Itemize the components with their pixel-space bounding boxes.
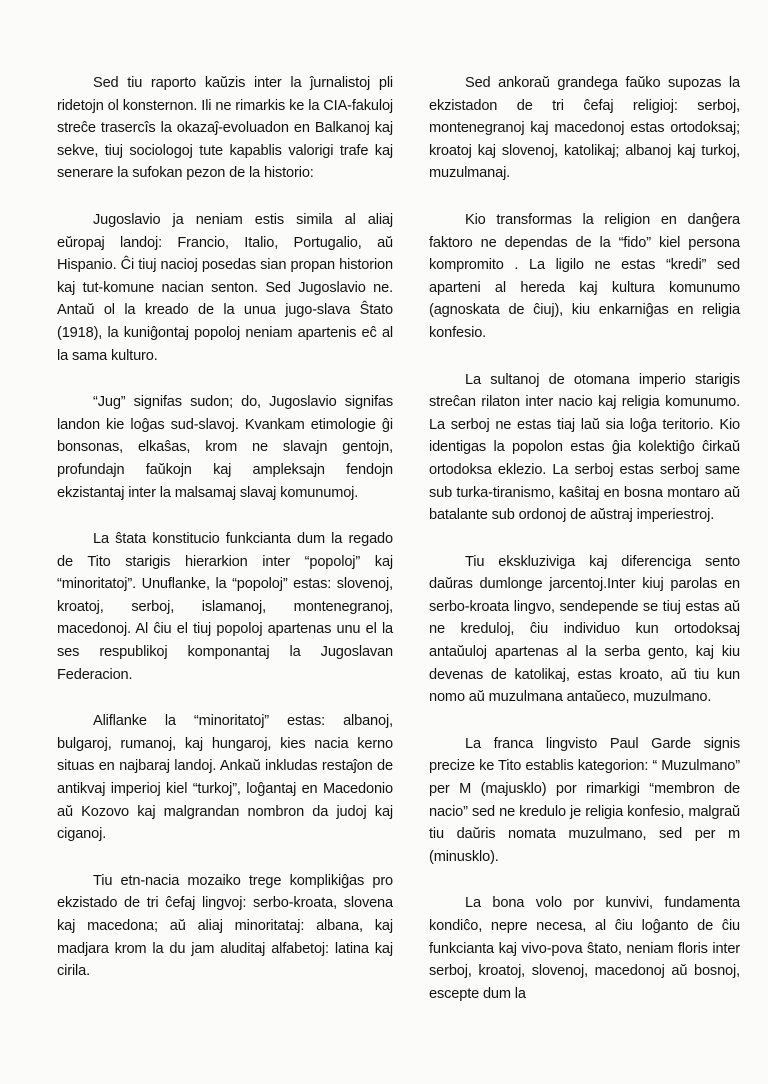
paragraph: Sed tiu raporto kaŭzis inter la ĵurnalistoj pli ridetojn ol konsternon. Ili ne rimarkis ke la CIA-fakuloj streĉe trasercîs la okazaĵ-evoluadon en Balkanoj kaj sekve, tiuj sociologoj tute kapablis valorigi trafe kaj senerare la sufokan pezon de la historio: <box>57 75 393 182</box>
left-column <box>57 72 393 1007</box>
paragraph: La bona volo por kunvivi, fundamenta kondiĉo, nepre necesa, al ĉiu loĝanto de ĉiu funkcianta kaj vivo-pova ŝtato, neniam floris inter serboj, kroatoj, slovenoj, macedonoj aŭ bosnoj, escepte dum la <box>429 895 740 1002</box>
paragraph: La sultanoj de otomana imperio starigis streĉan rilaton inter nacio kaj religia komunumo. La serboj ne estas tiaj laŭ sia loĝa teritorio. Kio identigas la popolon estas ĝia kolektiĝo ĉirkaŭ ortodoksa eklezio. La serboj estas serboj same sub turka-tiranismo, kaŝitaj en bosna montaro aŭ batalante sub ordonoj de aŭstraj imperiestroj. <box>429 371 740 524</box>
paragraph: La franca lingvisto Paul Garde signis precize ke Tito establis kategorion: “ Muzulmano” per M (majusklo) por rimarkigi “membron de nacio” sed ne kredulo je religia konfesio, malgraŭ tiu daŭris nomata muzulmano, sed per m (minusklo). <box>429 735 740 865</box>
paragraph: “Jug” signifas sudon; do, Jugoslavio signifas landon kie loĝas sud-slavoj. Kvankam etimologie ĝi bonsonas, elkaŝas, krom ne slavajn gentojn, profundajn faŭkojn kaj ampleksajn fendojn ekzistantaj inter la malsamaj slavaj komunumoj. <box>57 394 393 501</box>
paragraph: Tiu ekskluziviga kaj diferenciga sento daŭras dumlonge jarcentoj.Inter kiuj parolas en serbo-kroata lingvo, sendepende se tiuj estas aŭ ne kreduloj, ĉiu individuo kun ortodoksaj antaŭuloj apartenas al la serba gento, kaj kiu devenas de katolikaj, estas kroato, aŭ tiu kun nomo aŭ muzulmana antaŭeco, muzulmano. <box>429 553 740 706</box>
paragraph: Sed ankoraŭ grandega faŭko supozas la ekzistadon de tri ĉefaj religioj: serboj, montenegranoj kaj macedonoj estas ortodoksaj; kroatoj kaj slovenoj, katolikaj; albanoj kaj turkoj, muzulmanaj. <box>429 75 740 182</box>
paragraph: Tiu etn-nacia mozaiko trege komplikiĝas pro ekzistado de tri ĉefaj lingvoj: serbo-kroata, slovena kaj macedona; aŭ aliaj minoritataj: albana, kaj madjara krom la du jam aluditaj alfabetoj: latina kaj cirila. <box>57 872 393 980</box>
paragraph: Kio transformas la religion en danĝera faktoro ne dependas de la “fido” kiel persona kompromito . La ligilo ne estas “kredi” sed aparteni al hereda kaj kultura komunumo (agnoskata de ĉiuj), kiu enkarniĝas en religia konfesio. <box>429 211 740 341</box>
paragraph: Aliflanke la “minoritatoj” estas: albanoj, bulgaroj, rumanoj, kaj hungaroj, kies nacia kerno situas en najbaraj landoj. Ankaŭ inkludas restaĵon de antikvaj imperioj kiel “turkoj”, loĝantaj en Macedonio aŭ Kozovo kaj malgrandan nombron da judoj kaj ciganoj. <box>57 713 393 843</box>
right-column <box>429 72 740 1029</box>
paragraph: La ŝtata konstitucio funkcianta dum la regado de Tito starigis hierarkion inter “popoloj” kaj “minoritatoj”. Unuflanke, la “popoloj” estas: slovenoj, kroatoj, serboj, islamanoj, montenegranoj, macedonoj. Al ĉiu el tiuj popoloj apartenas unu el la ses respublikoj komponantaj la Jugoslavan Federacion. <box>57 531 393 683</box>
paragraph: Jugoslavio ja neniam estis simila al aliaj eŭropaj landoj: Francio, Italio, Portugalio, aŭ Hispanio. Ĉi tiuj nacioj posedas sian propan historion kaj tut-komune nacian senton. Sed Jugoslavio ne. Antaŭ ol la kreado de la unua jugo-slava Ŝtato (1918), la kuniĝontaj popoloj neniam apartenis eĉ al la sama kulturo. <box>57 211 393 364</box>
